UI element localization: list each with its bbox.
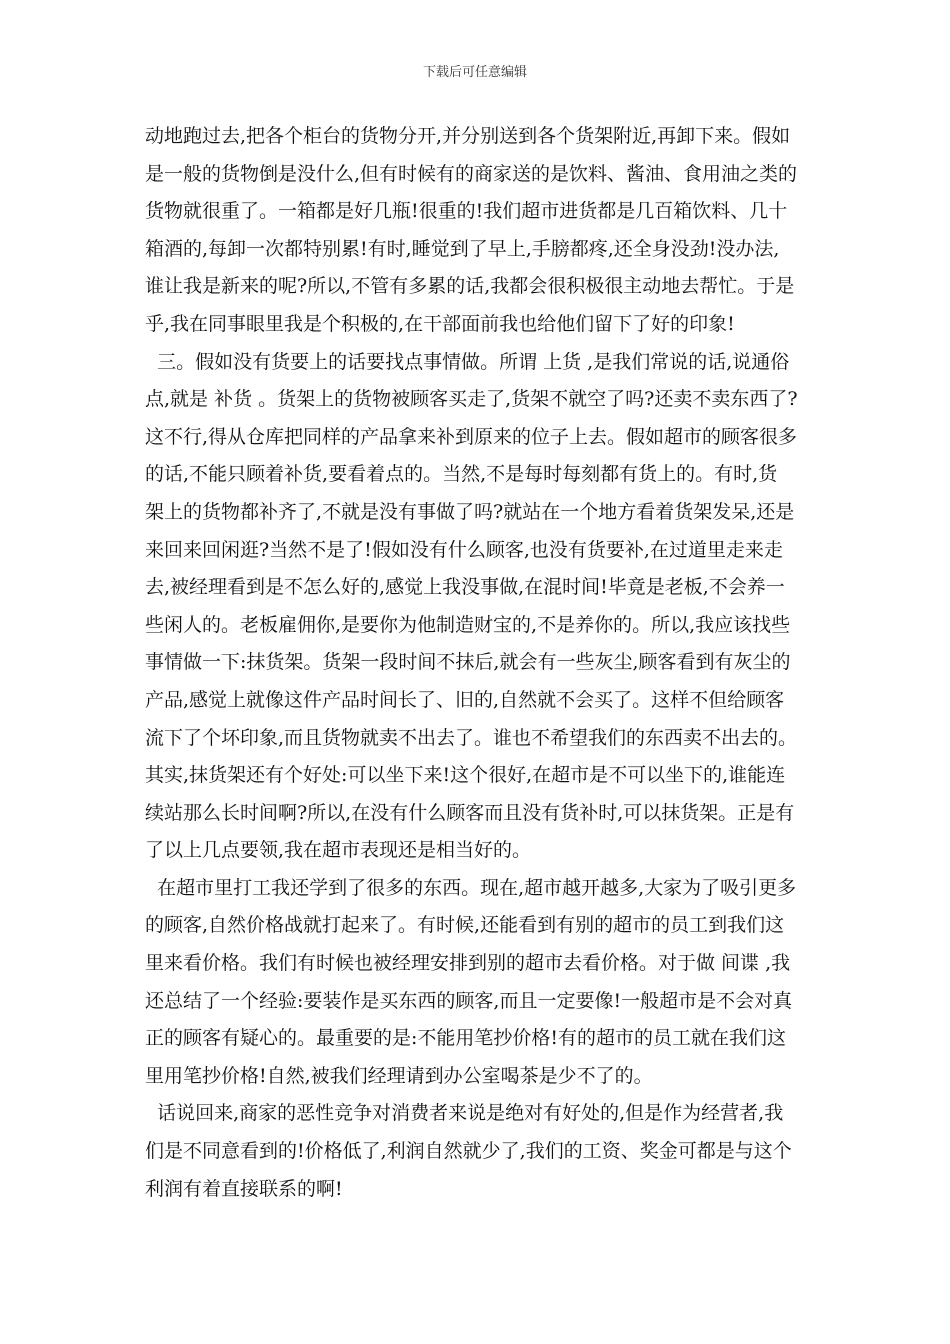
text-line: 里来看价格。我们有时候也被经理安排到别的超市去看价格。对于做 间谍 ,我	[145, 952, 791, 975]
text-line: 是一般的货物倒是没什么,但有时候有的商家送的是饮料、酱油、食用油之类的	[145, 162, 798, 185]
text-line: 在超市里打工我还学到了很多的东西。现在,超市越开越多,大家为了吸引更多	[145, 876, 797, 899]
text-line: 谁让我是新来的呢?所以,不管有多累的话,我都会很积极很主动地去帮忙。于是	[145, 275, 795, 298]
text-line: 正的顾客有疑心的。最重要的是:不能用笔抄价格!有的超市的员工就在我们这	[145, 1027, 787, 1050]
text-line: 乎,我在同事眼里我是个积极的,在干部面前我也给他们留下了好的印象!	[145, 312, 735, 335]
text-line: 来回来回闲逛?当然不是了!假如没有什么顾客,也没有货要补,在过道里走来走	[145, 538, 783, 561]
text-line: 流下了个坏印象,而且货物就卖不出去了。谁也不希望我们的东西卖不出去的。	[145, 726, 798, 749]
text-line: 利润有着直接联系的啊!	[145, 1177, 343, 1200]
text-line: 的话,不能只顾着补货,要看着点的。当然,不是每时每刻都有货上的。有时,货	[145, 463, 778, 486]
text-line: 三。假如没有货要上的话要找点事情做。所谓 上货 ,是我们常说的话,说通俗	[145, 350, 790, 373]
text-line: 些闲人的。老板雇佣你,是要你为他制造财宝的,不是养你的。所以,我应该找些	[145, 613, 791, 636]
text-line: 架上的货物都补齐了,不就是没有事做了吗?就站在一个地方看着货架发呆,还是	[145, 500, 795, 523]
text-line: 事情做一下:抹货架。货架一段时间不抹后,就会有一些灰尘,顾客看到有灰尘的	[145, 651, 791, 674]
text-line: 还总结了一个经验:要装作是买东西的顾客,而且一定要像!一般超市是不会对真	[145, 989, 793, 1012]
text-line: 产品,感觉上就像这件产品时间长了、旧的,自然就不会买了。这样不但给顾客	[145, 688, 785, 711]
document-body	[145, 118, 815, 1208]
text-line: 们是不同意看到的!价格低了,利润自然就少了,我们的工资、奖金可都是与这个	[145, 1140, 792, 1163]
text-line: 点,就是 补货 。货架上的货物被顾客买走了,货架不就空了吗?还卖不卖东西了?	[145, 388, 798, 411]
text-line: 的顾客,自然价格战就打起来了。有时候,还能看到有别的超市的员工到我们这	[145, 914, 785, 937]
text-line: 其实,抹货架还有个好处:可以坐下来!这个很好,在超市是不可以坐下的,谁能连	[145, 764, 786, 787]
page-header: 下载后可任意编辑	[422, 65, 527, 80]
text-line: 话说回来,商家的恶性竞争对消费者来说是绝对有好处的,但是作为经营者,我	[145, 1102, 784, 1125]
text-line: 里用笔抄价格!自然,被我们经理请到办公室喝茶是少不了的。	[145, 1064, 653, 1087]
text-line: 箱酒的,每卸一次都特别累!有时,睡觉到了早上,手膀都疼,还全身没劲!没办法,	[145, 237, 780, 260]
text-line: 去,被经理看到是不怎么好的,感觉上我没事做,在混时间!毕竟是老板,不会养一	[145, 576, 785, 599]
text-line: 动地跑过去,把各个柜台的货物分开,并分别送到各个货架附近,再卸下来。假如	[145, 125, 791, 147]
text-line: 货物就很重了。一箱都是好几瓶!很重的!我们超市进货都是几百箱饮料、几十	[145, 200, 788, 223]
text-line: 了以上几点要领,我在超市表现还是相当好的。	[145, 839, 532, 862]
text-line: 续站那么长时间啊?所以,在没有什么顾客而且没有货补时,可以抹货架。正是有	[145, 801, 795, 824]
text-line: 这不行,得从仓库把同样的产品拿来补到原来的位子上去。假如超市的顾客很多	[145, 425, 798, 448]
